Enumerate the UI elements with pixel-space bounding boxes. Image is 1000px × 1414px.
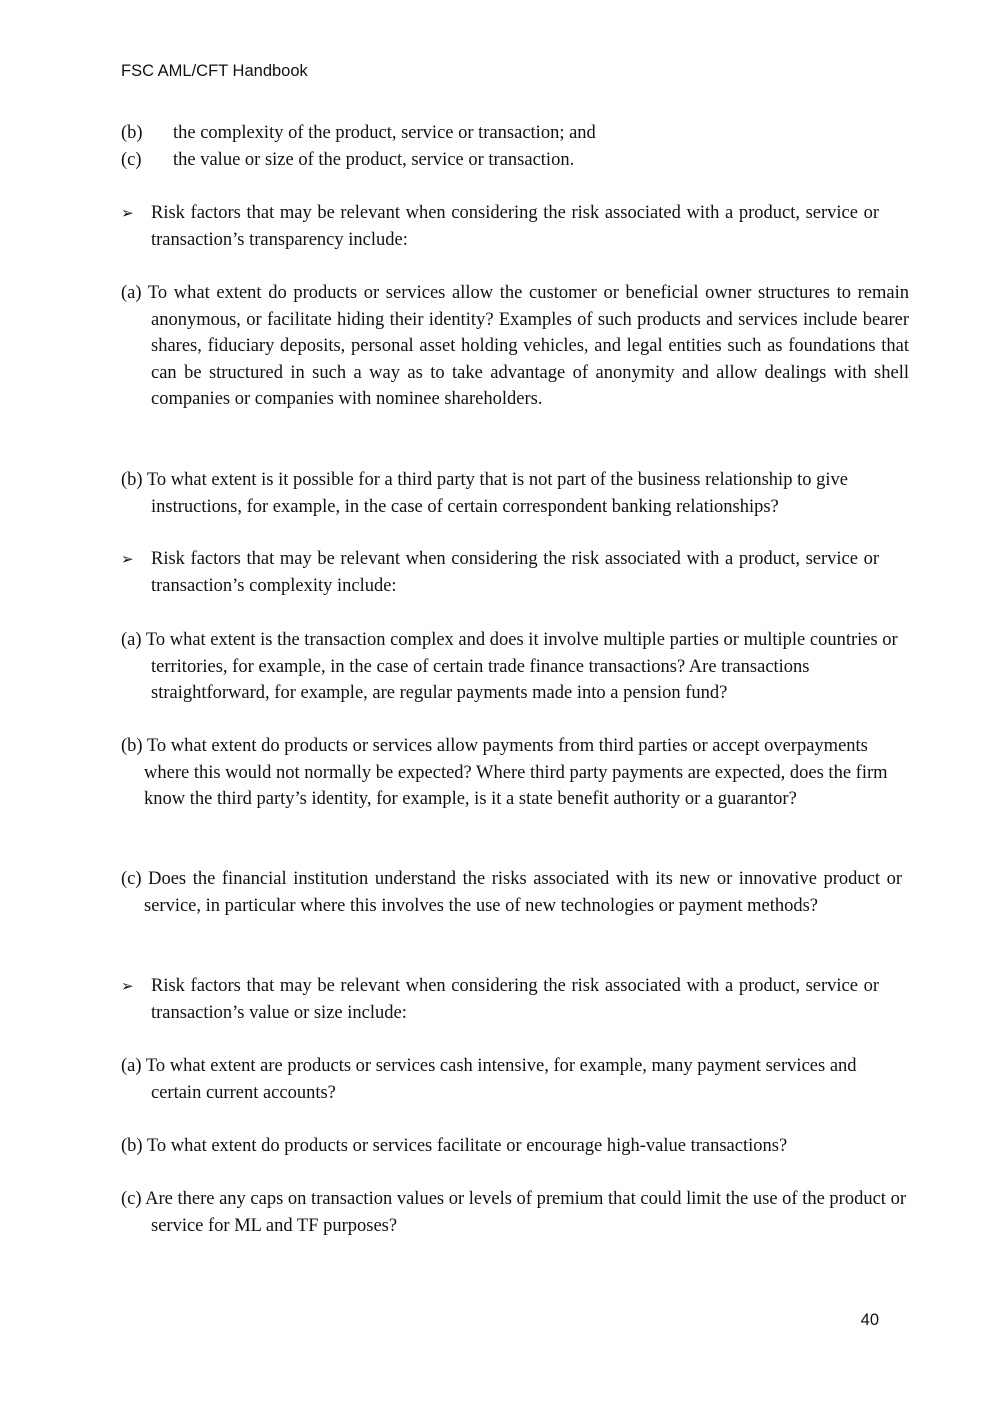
paragraph-value-b: (b) To what extent do products or services facilitate or encourage high-value transactions? xyxy=(121,1136,788,1156)
paragraph-complexity-b: (b) To what extent do products or services allow payments from third parties or accept overpayments where this would not normally be expected? Where third party payments are expected, does the firm know the third party’s identity, for example, is it a state benefit authority or a guarantor? xyxy=(121,736,888,810)
list-item xyxy=(121,120,879,147)
bullet-value-size xyxy=(121,973,879,1026)
bullet-text: Risk factors that may be relevant when considering the risk associated with a product, service or transaction’s complexity include: xyxy=(151,549,879,596)
bullet-text: Risk factors that may be relevant when considering the risk associated with a product, service or transaction’s transparency include: xyxy=(151,203,879,250)
list-item xyxy=(121,147,879,174)
arrow-bullet-icon: ➢ xyxy=(121,977,134,995)
page-number: 40 xyxy=(860,1311,879,1329)
arrow-bullet-icon: ➢ xyxy=(121,204,134,222)
paragraph-transparency-b: (b) To what extent is it possible for a third party that is not part of the business relationship to give instructions, for example, in the case of certain correspondent banking relationships? xyxy=(121,470,848,517)
running-header: FSC AML/CFT Handbook xyxy=(121,62,308,80)
arrow-bullet-icon: ➢ xyxy=(121,550,134,568)
paragraph-value-c: (c) Are there any caps on transaction values or levels of premium that could limit the use of the product or service for ML and TF purposes? xyxy=(121,1189,906,1236)
list-item-label: (b) xyxy=(121,123,143,143)
paragraph-transparency-a: (a) To what extent do products or services allow the customer or beneficial owner structures to remain anonymous, or facilitate hiding their identity? Examples of such products and services include bearer shares, fiduciary deposits, personal asset holding vehicles, and legal entities such as foundations that can be structured in such a way as to take advantage of anonymity and allow dealings with shell companies or companies with nominee shareholders. xyxy=(121,283,909,410)
bullet-transparency xyxy=(121,200,879,253)
intro-list xyxy=(121,120,879,173)
bullet-complexity xyxy=(121,546,879,599)
bullet-text: Risk factors that may be relevant when considering the risk associated with a product, service or transaction’s value or size include: xyxy=(151,976,879,1023)
paragraph-complexity-a: (a) To what extent is the transaction complex and does it involve multiple parties or multiple countries or territories, for example, in the case of certain trade finance transactions? Are transactions straightforward, for example, are regular payments made into a pension fund? xyxy=(121,630,898,704)
list-item-text: the complexity of the product, service or transaction; and xyxy=(173,123,596,143)
list-item-label: (c) xyxy=(121,149,142,170)
paragraph-complexity-c: (c) Does the financial institution understand the risks associated with its new or innovative product or service, in particular where this involves the use of new technologies or payment methods? xyxy=(121,869,902,916)
paragraph-value-a: (a) To what extent are products or services cash intensive, for example, many payment services and certain current accounts? xyxy=(121,1056,857,1103)
list-item-text: the value or size of the product, service or transaction. xyxy=(173,149,575,170)
